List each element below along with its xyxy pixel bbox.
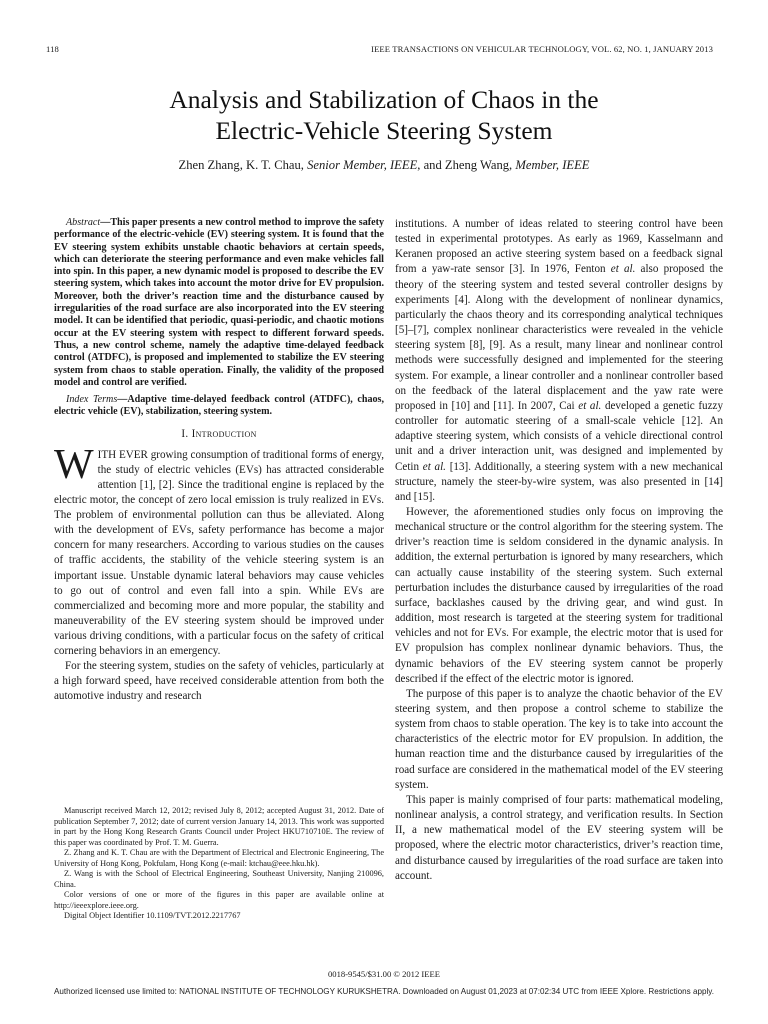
footnote-affiliation-1: Z. Zhang and K. T. Chau are with the Department of Electrical and Electronic Engineering, The University of Hong Kong, Pokfulam, Hong Kong (e-mail: ktchau@eee.hku.hk). (54, 848, 384, 868)
title-line-1: Analysis and Stabilization of Chaos in the (169, 85, 599, 114)
footnote-color-versions: Color versions of one or more of the figures in this paper are available online at http://ieeexplore.ieee.org. (54, 890, 384, 910)
footnotes (54, 806, 384, 922)
right-p1-part-b: also proposed the theory of the steering system and tested several controller designs by experiments [4]. Along with the development of nonlinear dynamics, particularly the chaos theory and its corresponding analytical techniques [5]–[7], complex nonlinear characteristics were revealed in the vehicle steering system [8], [9]. As a result, many linear and nonlinear control methods were successfully designed and implemented for the steering system. For example, a linear controller and a nonlinear controller based on the feedback of the lateral displacement and the yaw rate were proposed in [10] and [11]. In 2007, Cai (395, 263, 723, 412)
paper-title (0, 84, 768, 146)
author-role-2: Member, IEEE (515, 158, 590, 172)
intro-paragraph-2: For the steering system, studies on the safety of vehicles, particularly at a high forward speed, have received considerable attention from both the automotive industry and research (54, 660, 384, 703)
intro-paragraph-1 (54, 441, 384, 659)
right-paragraph-1 (395, 217, 723, 505)
right-p1-part-c: developed a genetic fuzzy controller for automatic steering of a small-scale vehicle [12]. An adaptive steering system, which consists of a vehicle directional control unit and a driver interaction unit, was designed and implemented by Cetin (395, 399, 723, 473)
license-notice: Authorized licensed use limited to: NATIONAL INSTITUTE OF TECHNOLOGY KURUKSHETRA. Downloaded on August 01,2023 at 07:02:34 UTC from IEEE Xplore. Restrictions apply. (54, 987, 714, 996)
abstract-label: Abstract (66, 217, 101, 228)
abstract-body: —This paper presents a new control method to improve the safety performance of the electric-vehicle (EV) steering system. It is found that the EV steering system exhibits unstable chaotic behaviors at certain speeds, which can deteriorate the steering performance and even make vehicles fall into spin. In this paper, a new dynamic model is proposed to describe the EV steering system, which takes into account the motor drive for EV propulsion. Moreover, both the driver’s reaction time and the disturbance caused by irregularities of the road surface are also incorporated into the EV steering model. It can be identified that periodic, quasi-periodic, and chaotic motions occur at the EV steering system with respect to different forward speeds. Thus, a new control scheme, namely the adaptive time-delayed feedback control (ATDFC), is proposed and implemented to stabilize the EV steering system from chaos to stable operation. Finally, the validity of the proposed model and control are verified. (54, 217, 384, 388)
right-column (395, 217, 723, 884)
et-al-2: et al. (578, 399, 602, 412)
right-paragraph-2: However, the aforementioned studies only focus on improving the mechanical structure or the control algorithm for the steering system. The driver’s reaction time is seldom considered in the dynamic analysis. In addition, the external perturbation is ignored by many researchers, which can actually cause instability of the steering system. Such external perturbation includes the disturbance caused by irregularities of the road surface, backlashes caused by the driving gear, and wind gust. In addition, most research is targeted at the steering system for traditional vehicles and not for EVs. For example, the electric motor that is used for EV propulsion has complex nonlinear dynamic behaviors. Thus, the dynamic behaviors of the EV steering system cannot be properly described if the effect of the electric motor is ignored. (395, 505, 723, 685)
author-names-1: Zhen Zhang, K. T. Chau, (178, 158, 308, 172)
author-line (0, 158, 768, 173)
index-terms-label: Index Terms (66, 394, 118, 406)
footnote-doi: Digital Object Identifier 10.1109/TVT.2012.2217767 (64, 911, 241, 920)
drop-cap: W (54, 441, 94, 488)
section-title: Introduction (191, 427, 257, 440)
left-column (54, 217, 384, 704)
title-line-2: Electric-Vehicle Steering System (215, 116, 553, 145)
running-header: IEEE TRANSACTIONS ON VEHICULAR TECHNOLOGY, VOL. 62, NO. 1, JANUARY 2013 (371, 44, 713, 54)
et-al-3: et al. (422, 460, 446, 473)
index-terms-body: —Adaptive time-delayed feedback control (ATDFC), chaos, electric vehicle (EV), stabilization, steering system. (54, 394, 384, 418)
right-paragraph-4: This paper is mainly comprised of four parts: mathematical modeling, nonlinear analysis, a control strategy, and verification results. In Section II, a new mathematical model of the EV steering system will be proposed, where the electric motor characteristics, driver’s reaction time, and disturbance caused by irregularities of the road surface are taken into account. (395, 793, 723, 882)
right-paragraph-3: The purpose of this paper is to analyze the chaotic behavior of the EV steering system, and then propose a control scheme to stabilize the system from chaos to stable operation. The key is to take into account the characteristics of the electric motor for EV propulsion. In addition, the human reaction time and the disturbance caused by irregularities of the road surface are considered in the mathematical model of the EV steering system. (395, 687, 723, 791)
footnote-manuscript: Manuscript received March 12, 2012; revised July 8, 2012; accepted August 31, 2012. Date of publication September 7, 2012; date of current version January 14, 2013. This work was supported in part by the Hong Kong Research Grants Council under Project HKU710710E. The review of this paper was coordinated by Prof. T. M. Guerra. (54, 806, 384, 847)
author-names-2: , and Zheng Wang, (417, 158, 516, 172)
index-terms-text (54, 394, 384, 419)
page-number: 118 (46, 44, 59, 54)
intro-paragraph-1-text: ITH EVER growing consumption of traditional forms of energy, the study of electric vehicles (EVs) has attracted considerable attention [1], [2]. Since the traditional engine is replaced by the electric motor, the concept of zero local emission is truly realized in EVs. The problem of environmental pollution can thus be alleviated. Along with the development of EVs, safety performance has become a major concern for many researchers. According to various studies on the causes of traffic accidents, the stability of the vehicle steering system is an important issue. Unstable dynamic lateral behaviors may cause vehicles to go out of control and even fall into a spin. While EVs are commercialized and becoming more and more popular, the stability and maneuverability of the EV steering system should be improved under various driving conditions, with a particular focus on the safety of critical cornering behaviors in an emergency. (54, 448, 384, 657)
issn-copyright: 0018-9545/$31.00 © 2012 IEEE (327, 969, 441, 979)
author-role-1: Senior Member, IEEE (307, 158, 418, 172)
footnote-affiliation-2: Z. Wang is with the School of Electrical Engineering, Southeast University, Nanjing 210096, China. (54, 869, 384, 889)
index-terms (54, 394, 384, 419)
abstract-text (54, 217, 384, 389)
right-p1-part-a: institutions. A number of ideas related to steering control have been tested in experimental prototypes. As early as 1969, Kasselmann and Keranen proposed an active steering system based on a feedback signal from a yaw-rate sensor [3]. In 1976, Fenton (395, 218, 723, 276)
et-al-1: et al. (610, 263, 636, 276)
section-heading (54, 428, 384, 440)
abstract (54, 217, 384, 389)
right-p1-part-d: [13]. Additionally, a steering system with a new mechanical structure, namely the steer-by-wire system, was also presented in [14] and [15]. (395, 460, 724, 503)
section-number: I. (181, 427, 192, 440)
